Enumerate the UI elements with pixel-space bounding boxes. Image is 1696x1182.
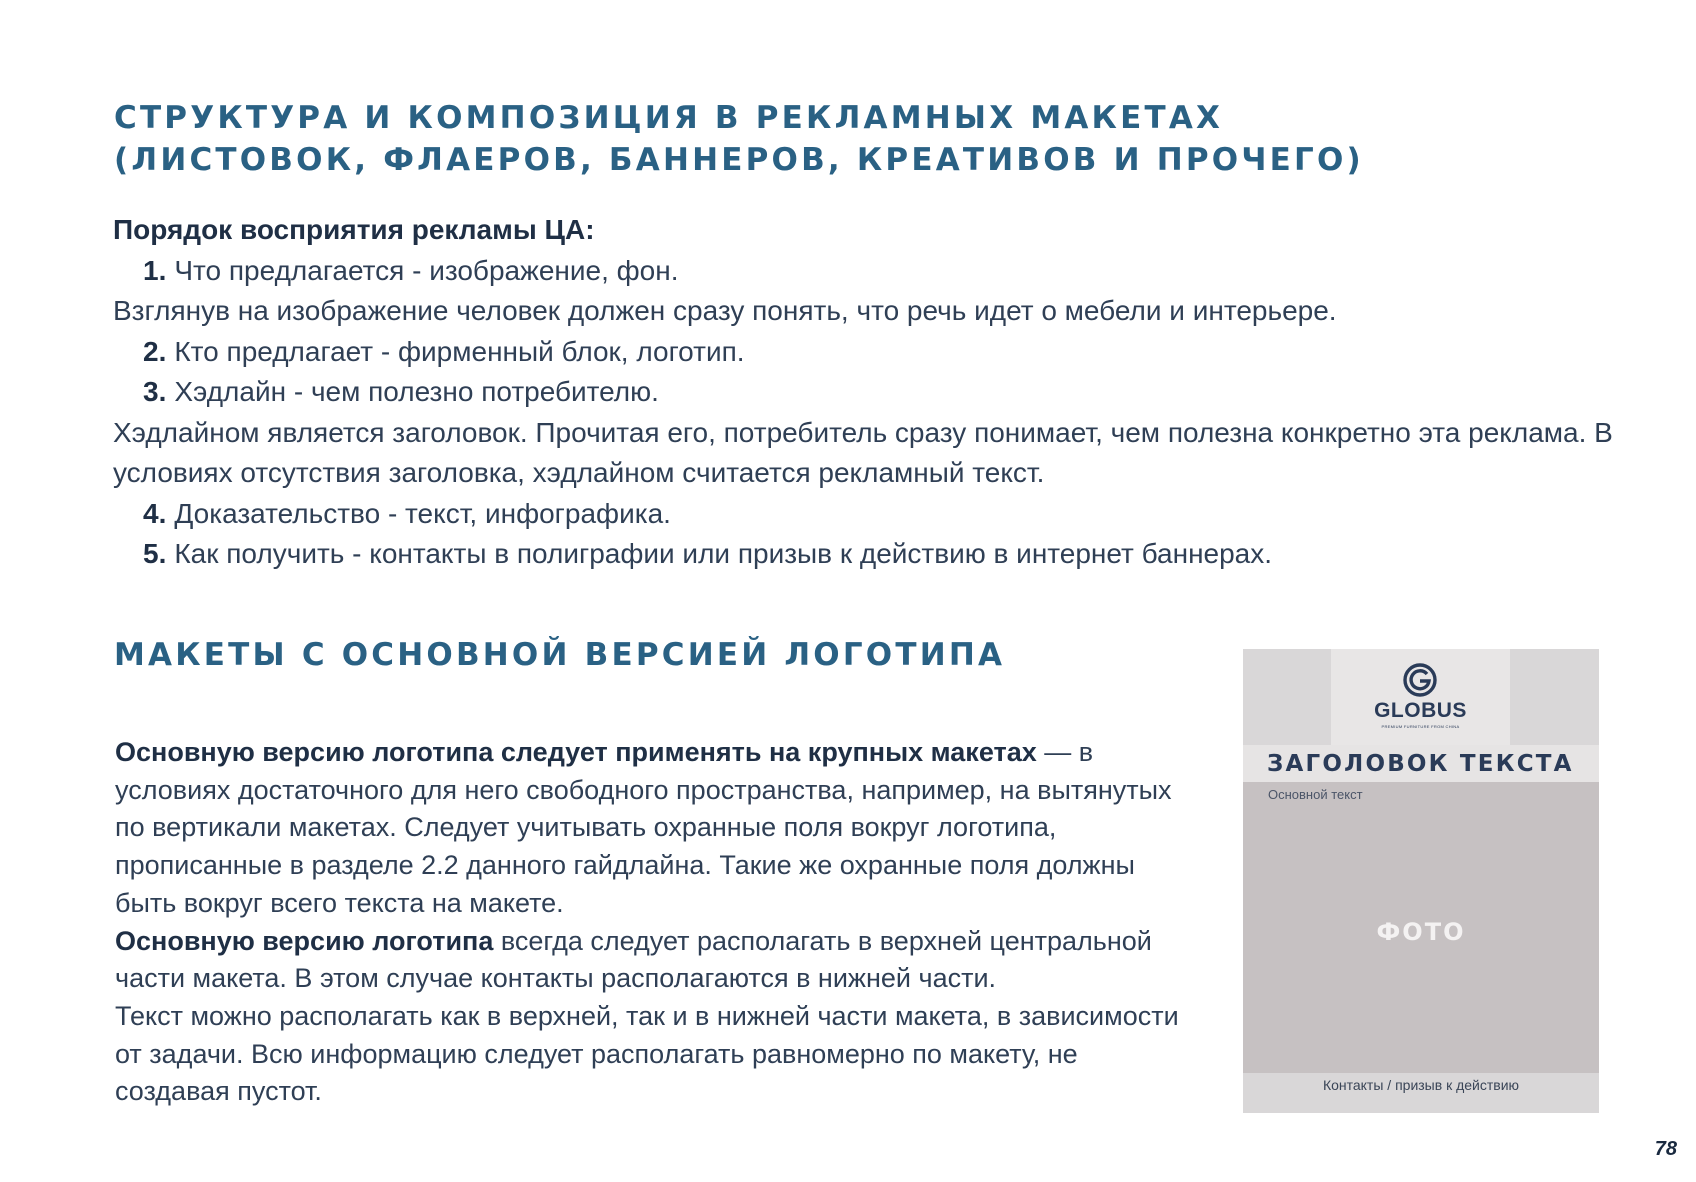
order-item-1 <box>113 251 1613 292</box>
page-number: 78 <box>1654 1138 1677 1160</box>
order-item-5 <box>113 534 1613 575</box>
paragraph-1-rest: — в условиях достаточного для него свободного пространства, например, на вытянутых по вертикали макетах. Следует учитывать охранные поля вокруг логотипа, прописанные в разделе 2.2 данного гайдлайна. Такие же охранные поля должны быть вокруг всего текста на макете. <box>115 737 1172 918</box>
order-item-5-text: Как получить - контакты в полиграфии или призыв к действию в интернет баннерах. <box>174 538 1273 569</box>
order-item-2-number: 2. <box>143 335 167 367</box>
section-title-main-logo-layouts: МАКЕТЫ С ОСНОВНОЙ ВЕРСИЕЙ ЛОГОТИПА <box>114 637 1006 673</box>
paragraph-2 <box>115 923 1195 998</box>
perception-order-block <box>113 210 1613 575</box>
mockup-headline-bar <box>1243 745 1599 782</box>
order-item-3-note: Хэдлайном является заголовок. Прочитая его, потребитель сразу понимает, чем полезна конкретно эта реклама. В условиях отсутствия заголовка, хэдлайном считается рекламный текст. <box>113 416 1613 488</box>
order-item-4-text: Доказательство - текст, инфографика. <box>174 497 671 529</box>
order-item-2 <box>113 332 1613 373</box>
paragraph-3: Текст можно располагать как в верхней, так и в нижней части макета, в зависимости от задачи. Всю информацию следует располагать равномерно по макету, не создавая пустот. <box>115 1000 1179 1107</box>
section-title-structure <box>114 97 1364 181</box>
order-item-4 <box>113 494 1613 535</box>
paragraph-2-rest: всегда следует располагать в верхней центральной части макета. В этом случае контакты располагаются в нижней части. <box>115 925 1152 994</box>
mockup-logo-name: GLOBUS <box>1374 699 1467 722</box>
order-item-2-text: Кто предлагает - фирменный блок, логотип. <box>174 335 745 367</box>
globus-logo-icon <box>1403 663 1437 697</box>
order-item-1-number: 1. <box>143 254 167 286</box>
order-item-3-text: Хэдлайн - чем полезно потребителю. <box>174 376 659 407</box>
main-logo-description <box>115 734 1195 1111</box>
order-lead: Порядок восприятия рекламы ЦА: <box>113 214 595 245</box>
mockup-subtext: Основной текст <box>1268 787 1363 802</box>
layout-mockup <box>1243 649 1599 1113</box>
order-item-3-number: 3. <box>143 376 167 407</box>
title-line-1: СТРУКТУРА И КОМПОЗИЦИЯ В РЕКЛАМНЫХ МАКЕТАХ <box>114 100 1224 136</box>
mockup-footer: Контакты / призыв к действию <box>1322 1077 1520 1093</box>
order-item-1-note: Взглянув на изображение человек должен сразу понять, что речь идет о мебели и интерьере. <box>113 295 1337 326</box>
paragraph-1-bold: Основную версию логотипа следует применять на крупных макетах <box>115 737 1037 767</box>
paragraph-2-bold: Основную версию логотипа <box>115 925 494 956</box>
mockup-logo-block <box>1331 649 1510 745</box>
mockup-logo-tagline: PREMIUM FURNITURE FROM CHINA <box>1381 724 1460 729</box>
mockup-photo-label: ФОТО <box>1376 918 1466 946</box>
paragraph-1 <box>115 734 1195 923</box>
mockup-headline: ЗАГОЛОВОК ТЕКСТА <box>1267 751 1574 777</box>
title-line-2: (ЛИСТОВОК, ФЛАЕРОВ, БАННЕРОВ, КРЕАТИВОВ И ПРОЧЕГО) <box>114 142 1364 178</box>
order-item-1-text: Что предлагается - изображение, фон. <box>174 254 679 286</box>
order-item-5-number: 5. <box>143 538 167 569</box>
order-item-4-number: 4. <box>143 497 167 529</box>
order-item-3 <box>113 372 1613 413</box>
